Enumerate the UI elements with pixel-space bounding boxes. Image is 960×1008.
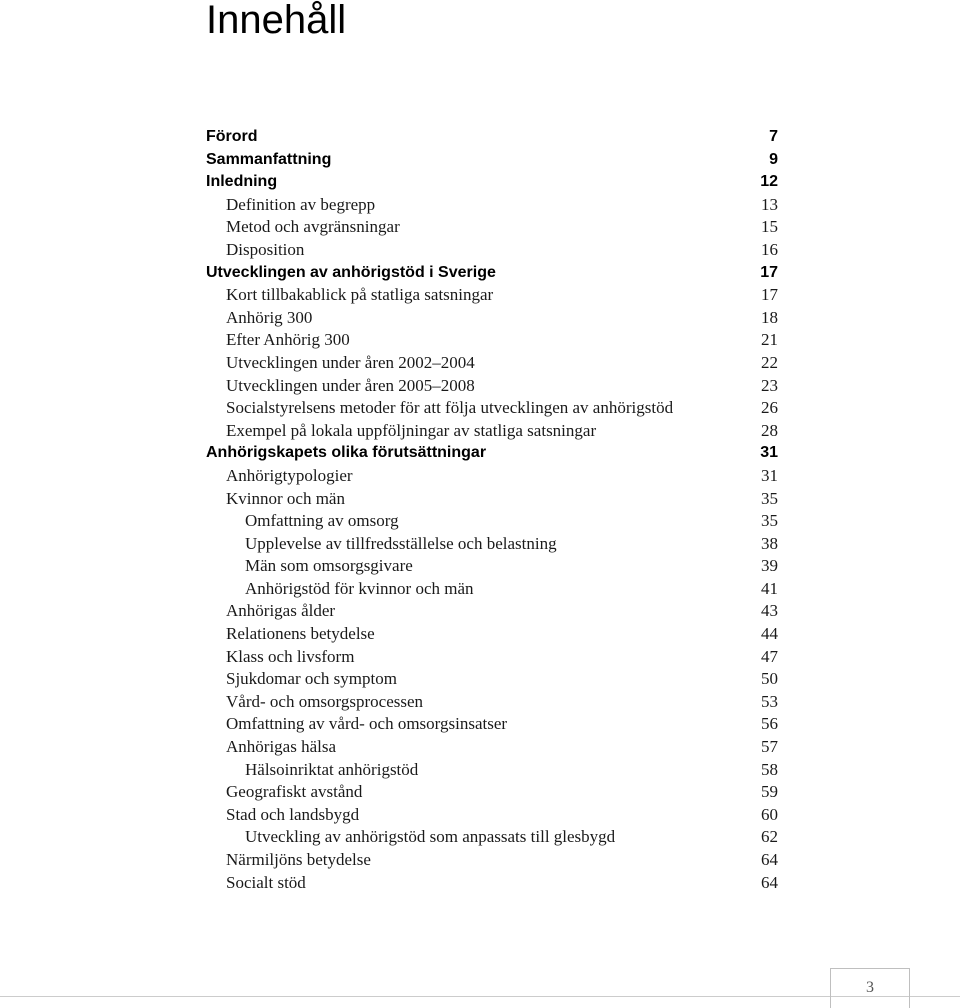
toc-entry-title: Sammanfattning — [206, 150, 332, 168]
toc-entry[interactable] — [206, 262, 778, 285]
toc-entry-page: 31 — [760, 444, 778, 462]
toc-entry-title: Anhörigas ålder — [226, 601, 336, 621]
page-title: Innehåll — [206, 0, 347, 42]
toc-entry-page: 50 — [761, 669, 778, 689]
toc-entry[interactable] — [206, 872, 778, 895]
toc-entry-title: Anhörigtypologier — [226, 465, 353, 485]
toc-entry[interactable] — [206, 284, 778, 307]
toc-entry-page: 18 — [761, 307, 778, 327]
toc-entry-page: 47 — [761, 646, 778, 666]
toc-entry-title: Närmiljöns betydelse — [226, 850, 371, 869]
toc-entry[interactable] — [206, 352, 778, 375]
toc-entry[interactable] — [206, 533, 778, 556]
toc-entry-page: 17 — [760, 263, 778, 281]
toc-entry-page: 41 — [761, 578, 778, 598]
toc-entry-title: Disposition — [226, 239, 305, 259]
toc-entry-title: Geografiskt avstånd — [226, 782, 363, 802]
toc-entry-title: Metod och avgränsningar — [226, 217, 400, 237]
toc-entry-title: Utvecklingen av anhörigstöd i Sverige — [206, 263, 496, 281]
toc-entry[interactable] — [206, 307, 778, 330]
toc-entry-page: 26 — [761, 398, 778, 418]
toc-entry-page: 23 — [761, 375, 778, 395]
toc-entry-page: 9 — [769, 150, 778, 168]
toc-entry[interactable] — [206, 442, 778, 465]
toc-entry-page: 35 — [761, 488, 778, 508]
toc-entry-title: Förord — [206, 128, 258, 145]
toc-entry-title: Sjukdomar och symptom — [226, 669, 397, 689]
toc-entry[interactable] — [206, 804, 778, 827]
toc-entry-title: Män som omsorgsgivare — [245, 556, 413, 576]
toc-entry-title: Socialstyrelsens metoder för att följa utvecklingen av anhörigstöd — [226, 398, 674, 418]
toc-entry-page: 39 — [761, 556, 778, 576]
toc-entry-title: Inledning — [206, 173, 278, 191]
page-number: 3 — [866, 979, 874, 996]
toc-entry-page: 56 — [761, 714, 778, 734]
toc-entry-title: Anhörigskapets olika förutsättningar — [206, 444, 487, 462]
toc-entry-page: 21 — [761, 330, 778, 350]
toc-entry-page: 53 — [761, 691, 778, 711]
toc-entry-title: Anhörig 300 — [226, 307, 313, 327]
toc-entry[interactable] — [206, 465, 778, 488]
toc-entry-page: 38 — [761, 533, 778, 553]
toc-entry-page: 13 — [761, 194, 778, 214]
toc-entry[interactable] — [206, 488, 778, 511]
table-of-contents — [206, 126, 778, 894]
toc-entry-page: 64 — [761, 872, 778, 892]
toc-entry-title: Omfattning av omsorg — [245, 511, 399, 531]
toc-entry-title: Exempel på lokala uppföljningar av statliga satsningar — [226, 420, 597, 440]
toc-entry-title: Anhörigas hälsa — [226, 737, 337, 757]
toc-entry-page: 59 — [761, 782, 778, 802]
toc-entry[interactable] — [206, 329, 778, 352]
toc-entry-page: 28 — [761, 420, 778, 440]
toc-entry-page: 31 — [761, 465, 778, 485]
toc-entry-title: Definition av begrepp — [226, 194, 376, 214]
toc-entry-title: Hälsoinriktat anhörigstöd — [245, 759, 419, 779]
toc-entry-title: Klass och livsform — [226, 646, 355, 666]
toc-entry[interactable] — [206, 420, 778, 443]
toc-entry-page: 17 — [761, 285, 778, 305]
toc-entry[interactable] — [206, 826, 778, 849]
toc-entry[interactable] — [206, 171, 778, 194]
toc-entry-page: 7 — [769, 128, 778, 145]
toc-entry-page: 12 — [760, 173, 778, 191]
toc-entry-page: 62 — [761, 827, 778, 847]
toc-entry-page: 57 — [761, 737, 778, 757]
toc-entry[interactable] — [206, 555, 778, 578]
toc-entry[interactable] — [206, 239, 778, 262]
toc-entry-title: Upplevelse av tillfredsställelse och belastning — [245, 533, 557, 553]
toc-entry-page: 35 — [761, 511, 778, 531]
toc-entry-title: Utvecklingen under åren 2002–2004 — [226, 352, 475, 372]
toc-entry-title: Vård- och omsorgsprocessen — [226, 691, 424, 711]
toc-entry[interactable] — [206, 397, 778, 420]
toc-entry-page: 22 — [761, 352, 778, 372]
toc-entry[interactable] — [206, 194, 778, 217]
toc-entry-title: Relationens betydelse — [226, 624, 375, 644]
toc-entry[interactable] — [206, 600, 778, 623]
toc-entry-title: Anhörigstöd för kvinnor och män — [245, 578, 474, 598]
toc-entry-title: Socialt stöd — [226, 872, 306, 892]
toc-entry-page: 64 — [761, 850, 778, 869]
toc-entry-title: Kort tillbakablick på statliga satsningar — [226, 285, 494, 305]
toc-entry-page: 43 — [761, 601, 778, 621]
toc-entry-page: 58 — [761, 759, 778, 779]
toc-entry[interactable] — [206, 646, 778, 669]
toc-entry-page: 15 — [761, 217, 778, 237]
toc-entry[interactable] — [206, 736, 778, 759]
toc-entry[interactable] — [206, 216, 778, 239]
toc-entry[interactable] — [206, 149, 778, 172]
toc-entry-title: Omfattning av vård- och omsorgsinsatser — [226, 714, 508, 734]
toc-entry[interactable] — [206, 623, 778, 646]
toc-entry-title: Kvinnor och män — [226, 488, 345, 508]
toc-entry-title: Utvecklingen under åren 2005–2008 — [226, 375, 475, 395]
toc-entry[interactable] — [206, 126, 778, 149]
toc-entry[interactable] — [206, 510, 778, 533]
footer-divider — [0, 996, 960, 997]
toc-entry[interactable] — [206, 668, 778, 691]
toc-entry-page: 16 — [761, 239, 778, 259]
toc-entry[interactable] — [206, 713, 778, 736]
toc-entry-title: Stad och landsbygd — [226, 804, 360, 824]
toc-entry[interactable] — [206, 781, 778, 804]
toc-entry-page: 44 — [761, 624, 778, 644]
toc-entry-title: Utveckling av anhörigstöd som anpassats till glesbygd — [245, 827, 616, 847]
toc-entry[interactable] — [206, 375, 778, 398]
toc-entry[interactable] — [206, 691, 778, 714]
toc-entry-page: 60 — [761, 804, 778, 824]
toc-entry[interactable] — [206, 578, 778, 601]
toc-entry[interactable] — [206, 759, 778, 782]
toc-entry-title: Efter Anhörig 300 — [226, 330, 350, 350]
toc-entry[interactable] — [206, 849, 778, 872]
